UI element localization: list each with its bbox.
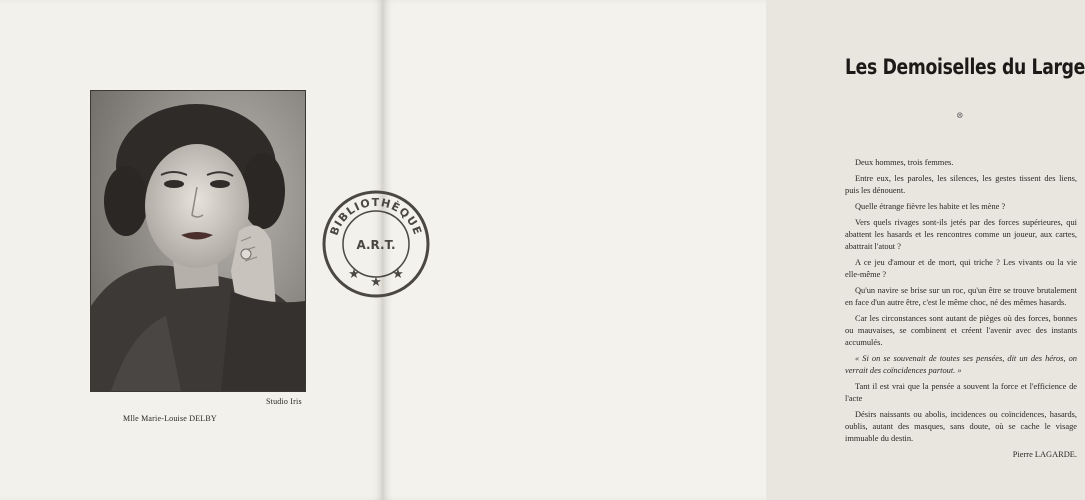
photo-credit: Studio Iris	[266, 397, 302, 406]
star-icon: ★	[348, 266, 360, 281]
paragraph: Deux hommes, trois femmes.	[855, 158, 954, 167]
paragraph: Tant il est vrai que la pensée a souvent la force et l'efficience de l'acte	[845, 382, 1077, 404]
portrait-illustration	[91, 91, 305, 391]
right-page	[383, 0, 1085, 500]
paragraph: Qu'un navire se brise sur un roc, qu'un être se trouve brutalement en face d'un autre être, c'est le même choc, né des mêmes hasards.	[845, 285, 1077, 307]
paragraph: Vers quels rivages sont-ils jetés par des forces supérieures, qui abattent les hasards et les rencontres comme un joueur, aux cartes, abattrait l'atout ?	[845, 217, 1077, 251]
portrait-photo	[90, 90, 306, 392]
stamp-top-text: BIBLIOTHÈQUE	[327, 195, 425, 238]
body-text	[845, 157, 1077, 465]
paragraph: Entre eux, les paroles, les silences, les gestes tissent des liens, puis les dénouent.	[845, 173, 1077, 195]
star-icon: ★	[392, 266, 404, 281]
paragraph: A ce jeu d'amour et de mort, qui triche ? Les vivants ou la vie elle-même ?	[845, 257, 1077, 279]
star-icon: ★	[370, 274, 382, 289]
paragraph: Désirs naissants ou abolis, incidences ou coïncidences, hasards, oublis, autant des masques, sans doute, où se cache le visage immuable du destin.	[845, 410, 1077, 444]
paragraph: Quelle étrange fièvre les habite et les mène ?	[855, 201, 1006, 211]
ornament-icon: ⊗	[956, 110, 964, 120]
page-title: Les Demoiselles du Large	[845, 55, 1085, 79]
portrait-caption: Mlle Marie-Louise DELBY	[123, 414, 217, 423]
quote-paragraph: « Si on se souvenait de toutes ses pensées, dit un des héros, on verrait des coïncidences partout. »	[845, 354, 1077, 376]
library-stamp	[320, 188, 432, 300]
author-signature: Pierre LAGARDE.	[1012, 450, 1077, 460]
paragraph: Car les circonstances sont autant de pièges où des forces, bonnes ou mauvaises, se combinent et créent l'avenir avec des instants accumulés.	[845, 313, 1077, 348]
stamp-center-text: A.R.T.	[356, 238, 396, 252]
